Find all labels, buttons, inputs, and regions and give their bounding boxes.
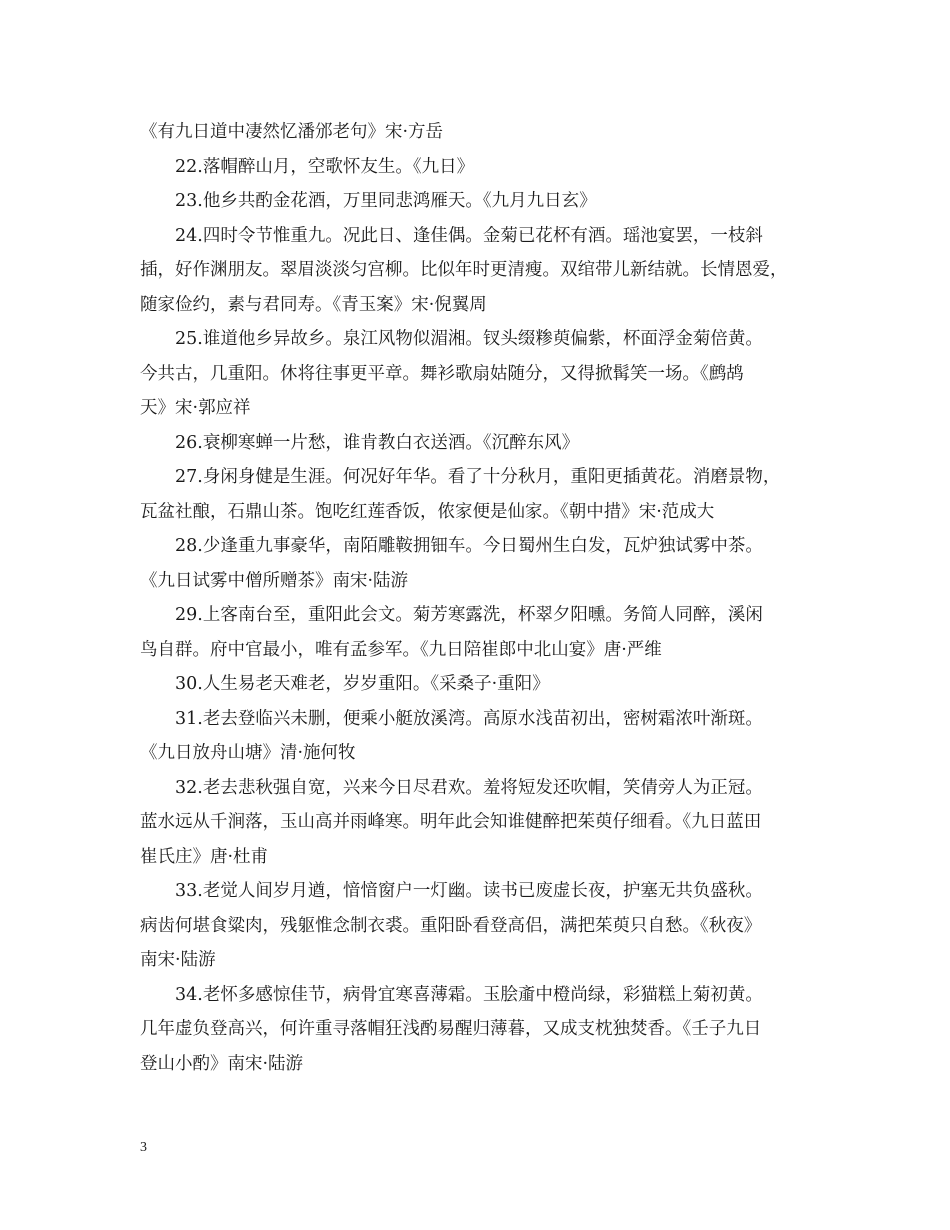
text-line: 登山小酌》南宋·陆游 [140, 1053, 304, 1074]
text-line: 瓦盆社酿，石鼎山茶。饱吃红莲香饭，侬家便是仙家。《朝中措》宋·范成大 [140, 501, 715, 522]
text-line: 蓝水远从千涧落，玉山高并雨峰寒。明年此会知谁健醉把茱萸仔细看。《九日蓝田 [140, 812, 762, 832]
text-line: 鸟自群。府中官最小，唯有孟参军。《九日陪崔郎中北山宴》唐·严维 [140, 639, 662, 660]
text-line: 25.谁道他乡异故乡。泉江风物似湄湘。钗头缀糁萸偏紫，杯面浮金菊倍黄。 [175, 329, 763, 349]
text-line: 23.他乡共酌金花酒，万里同悲鸿雁天。《九月九日玄》 [175, 191, 597, 211]
text-line: 29.上客南台至，重阳此会文。菊芳寒露洗，杯翠夕阳曛。务简人同醉，溪闲 [175, 605, 763, 625]
text-line: 27.身闲身健是生涯。何况好年华。看了十分秋月，重阳更插黄花。消磨景物， [175, 467, 781, 487]
text-line: 《九日放舟山塘》清·施何牧 [140, 743, 356, 763]
text-line: 《有九日道中凄然忆潘邠老句》宋·方岳 [140, 122, 444, 142]
page-number: 3 [140, 1140, 147, 1155]
text-line: 病齿何堪食粱肉，残躯惟念制衣裘。重阳卧看登高侣，满把茱萸只自愁。《秋夜》 [140, 915, 762, 936]
text-line: 24.四时令节惟重九。况此日、逢佳偶。金菊已花杯有酒。瑶池宴罢，一枝斜 [175, 225, 763, 246]
document-body [140, 115, 820, 1081]
text-line: 插，好作渊朋友。翠眉淡淡匀宫柳。比似年时更清瘦。双绾带儿新结就。长情恩爱， [140, 260, 788, 280]
text-line: 天》宋·郭应祥 [140, 398, 251, 418]
text-line: 32.老去悲秋强自宽，兴来今日尽君欢。羞将短发还吹帽，笑倩旁人为正冠。 [175, 777, 763, 798]
text-line: 随家俭约，素与君同寿。《青玉案》宋·倪翼周 [140, 294, 487, 315]
text-line: 几年虚负登高兴，何许重寻落帽狂浅酌易醒归薄暮，又成支枕独焚香。《壬子九日 [140, 1019, 762, 1039]
text-line: 《九日试雾中僧所赠茶》南宋·陆游 [140, 570, 409, 591]
text-line: 26.衰柳寒蝉一片愁，谁肯教白衣送酒。《沉醉东风》 [175, 432, 580, 453]
text-line: 31.老去登临兴未删，便乘小艇放溪湾。高原水浅苗初出，密树霜浓叶渐斑。 [175, 708, 763, 729]
text-line: 南宋·陆游 [140, 950, 216, 970]
text-line: 今共古，几重阳。休将往事更平章。舞衫歌扇姑随分，又得掀髯笑一场。《鹧鸪 [140, 363, 744, 384]
text-line: 28.少逢重九事豪华，南陌雕鞍拥钿车。今日蜀州生白发，瓦炉独试雾中茶。 [175, 536, 763, 556]
text-line: 34.老怀多感惊佳节，病骨宜寒喜薄霜。玉脍齑中橙尚绿，彩猫糕上菊初黄。 [175, 984, 763, 1005]
text-line: 30.人生易老天难老，岁岁重阳。《采桑子·重阳》 [175, 674, 550, 694]
text-line: 崔氏庄》唐·杜甫 [140, 846, 269, 867]
text-line: 33.老觉人间岁月遒，愔愔窗户一灯幽。读书已废虚长夜，护塞无共负盛秋。 [175, 881, 763, 901]
text-line: 22.落帽醉山月，空歌怀友生。《九日》 [175, 156, 475, 177]
